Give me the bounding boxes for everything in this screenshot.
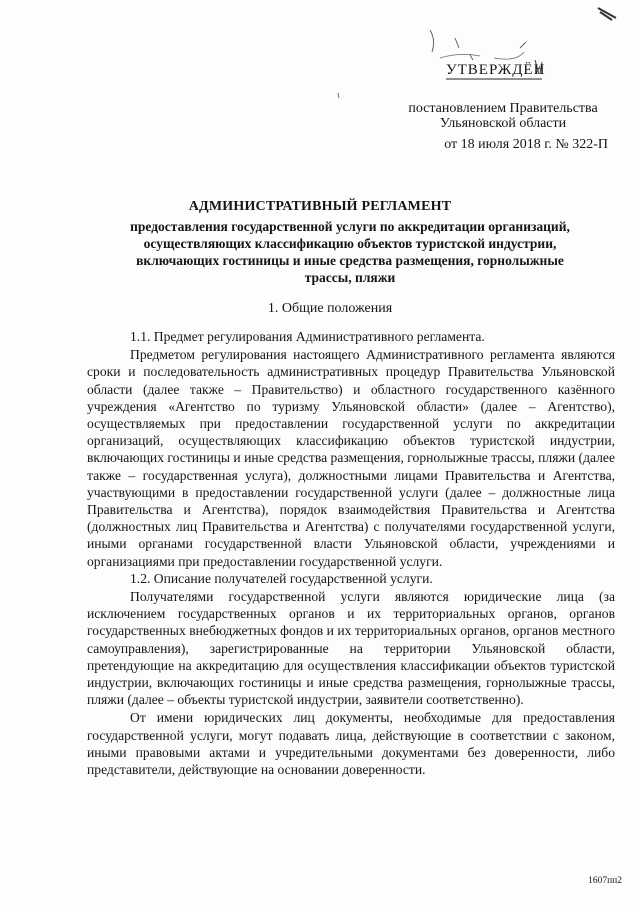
- document-title: АДМИНИСТРАТИВНЫЙ РЕГЛАМЕНТ: [188, 199, 452, 214]
- approval-issuer-line2: Ульяновской области: [439, 116, 567, 131]
- paragraph-1-1: 1.1. Предмет регулирования Административного регламента.: [130, 329, 485, 344]
- paragraph-subject: Предметом регулирования настоящего Административного регламента являются сроки и последовательность административных процедур Правительства Ульяновской области (далее также – Правительство) и областного государственного казённого учреждения «Агентство по туризму Ульяновской области» (далее – Агентство), осуществляемых при предоставлении государственной услуги по аккредитации организаций, осуществляющих классификацию объектов туристской индустрии, включающих гостиницы и иные средства размещения, горнолыжные трассы, пляжи (далее также – государственная услуга), должностными лицами Правительства и Агентства, участвующими в предоставлении государственной услуги (далее – должностные лица Правительства и Агентства), порядок взаимодействия Правительства и Агентства (должностных лиц Правительства и Агентства) с получателями государственной услуги, иными органами государственной власти Ульяновской области, учреждениями и организациями при предоставлении государственной услуги.: [87, 347, 615, 569]
- document-subtitle: предоставления государственной услуги по аккредитации организаций, осуществляющих классификацию объектов туристской индустрии, включающих гостиницы и иные средства размещения, горнолыжные трассы, пляжи: [130, 219, 570, 285]
- paragraph-1-2: 1.2. Описание получателей государственной услуги.: [130, 570, 433, 586]
- footer-code: 1607пп2: [588, 876, 622, 886]
- approval-date: от 18 июля 2018 г. № 322-П: [444, 137, 608, 152]
- paragraph-representatives: От имени юридических лиц документы, необходимые для предоставления государственной услуги, могут подавать лица, действующие в соответствии с законом, иными правовыми актами и учредительными документами без доверенности, либо представители, действующие на основании доверенности.: [87, 710, 615, 778]
- approval-issuer-line1: постановлением Правительства: [408, 101, 598, 116]
- paragraph-recipients: Получателями государственной услуги являются юридические лица (за исключением государственных органов и их территориальных органов, органов государственных внебюджетных фондов и их территориальных органов, органов местного самоуправления), зарегистрированные на территории Ульяновской области, претендующие на аккредитацию для осуществления классификации объектов туристской индустрии, включающих гостиницы и иные средства размещения, горнолыжные трассы, пляжи (далее – объекты туристской индустрии, заявители соответственно).: [87, 589, 615, 708]
- section-heading: 1. Общие положения: [267, 301, 393, 316]
- approval-word: УТВЕРЖДЁН: [446, 62, 546, 78]
- document-body: [87, 328, 615, 778]
